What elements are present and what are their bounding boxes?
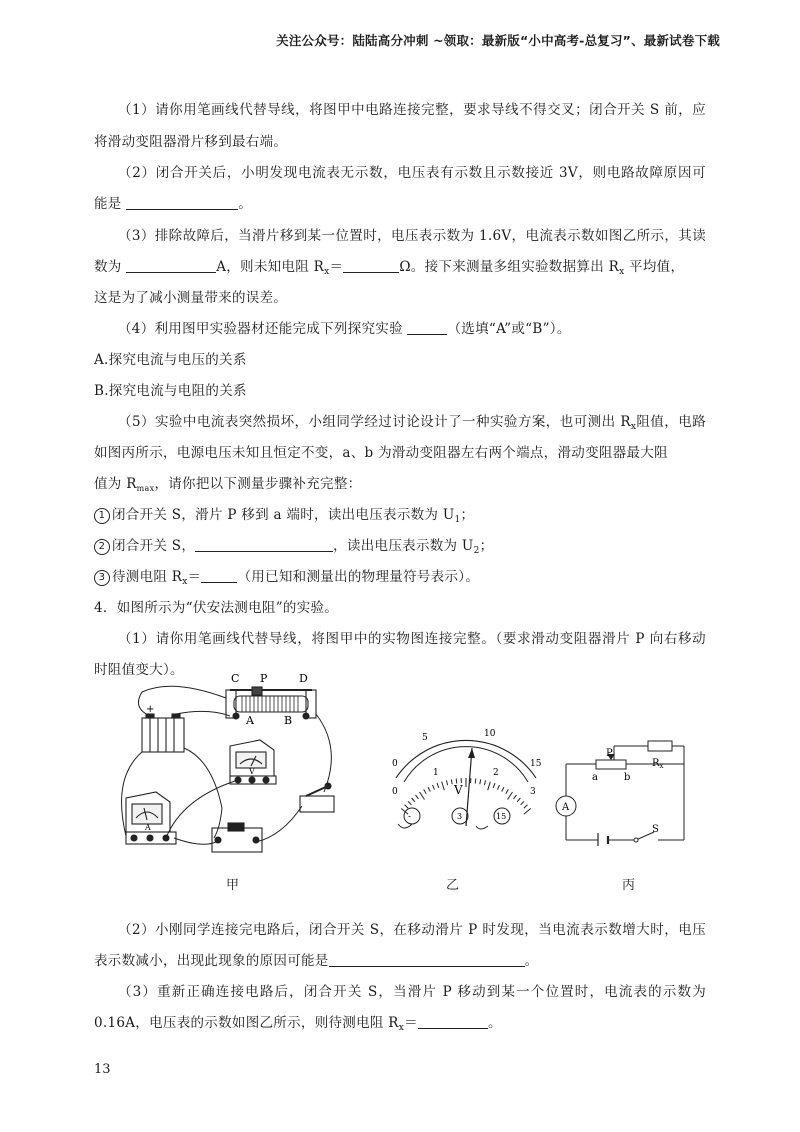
- q3-part1-line2: 将滑动变阻器滑片移到最右端。: [94, 134, 288, 150]
- label-p: P: [260, 672, 268, 685]
- dial-tick: [502, 787, 504, 791]
- dial-arc-outer: [396, 740, 536, 778]
- label-a: A: [246, 714, 254, 727]
- label-c: C: [231, 672, 240, 685]
- q4-part1-line1: （1）请你用笔画线代替导线，将图甲中的实物图连接完整。（要求滑动变阻器滑片 P 向右移动: [118, 631, 706, 647]
- rheostat[interactable]: [226, 687, 316, 719]
- dial-tick: [451, 779, 452, 784]
- dial-tick: [408, 801, 411, 805]
- dial-tick: [484, 780, 485, 785]
- q4-part1-line2: 时阻值变大）。: [94, 662, 184, 678]
- q3-part4-line1: （4）利用图甲实验器材还能完成下列探究实验 （选填“A”或“B”）。: [118, 321, 571, 337]
- figure-jia: [112, 668, 362, 868]
- label-b: b: [624, 772, 631, 783]
- battery-plus: +: [146, 704, 155, 715]
- dial-tick: [447, 780, 448, 785]
- dial-tick: [524, 805, 528, 808]
- q3-part3-line2: 数为 A，则未知电阻 $R_x= \Omega$。接下来测量多组实验数据算出 $R_x$ 平均值，: [94, 259, 685, 277]
- answer-blank[interactable]: [418, 1016, 488, 1029]
- q3-part2-line2: 能是 。: [94, 196, 253, 212]
- voltmeter-label: V: [249, 767, 255, 776]
- dial-tick: [493, 783, 495, 788]
- q3-part3-line3: 这是为了减小测量带来的误差。: [94, 290, 288, 306]
- q4-part3-line1: （3）重新正确连接电路后，闭合开关 S，当滑片 P 移动到某一个位置时，电流表的示数为: [118, 984, 706, 1000]
- caption-yi: 乙: [446, 878, 460, 893]
- dial-tick: [420, 792, 425, 800]
- ammeter-label: A: [145, 823, 151, 832]
- lower-tick-label: 3: [530, 787, 536, 797]
- rheostat-symbol: [596, 760, 626, 769]
- terminal-minus: -: [408, 812, 412, 822]
- lower-tick-label: 1: [433, 768, 439, 778]
- upper-tick-label: 15: [530, 759, 542, 769]
- answer-blank[interactable]: [343, 260, 399, 273]
- caption-jia: 甲: [226, 878, 240, 893]
- dial-tick: [442, 782, 445, 791]
- terminals: [398, 808, 510, 829]
- q3-option-b: B.探究电流与电阻的关系: [94, 383, 247, 399]
- answer-blank[interactable]: [126, 260, 216, 273]
- resistor[interactable]: [212, 823, 262, 852]
- q3-step2: 2 闭合开关 S， ，读出电压表示数为 $U_2$；: [94, 534, 493, 556]
- dial-tick: [514, 795, 517, 799]
- dial-tick: [488, 782, 491, 791]
- dial-tick: [517, 798, 520, 802]
- upper-tick-label: 0: [392, 759, 398, 769]
- dial-needle: [466, 748, 472, 826]
- label-p: P: [606, 748, 613, 759]
- dial-tick: [498, 785, 500, 790]
- dial-tick: [405, 805, 409, 808]
- q3-part5-line3: 值为 $R_{max}$，请你把以下测量步骤补充完整：: [94, 476, 362, 493]
- answer-blank[interactable]: [329, 954, 525, 967]
- figure-yi: [376, 720, 556, 836]
- terminal-3: 3: [457, 812, 463, 821]
- dial-tick: [412, 798, 415, 802]
- q3-part1-line1: （1）请你用笔画线代替导线，将图甲中电路连接完整，要求导线不得交叉；闭合开关 S 前，应: [118, 102, 706, 118]
- battery[interactable]: [142, 714, 184, 752]
- upper-tick-label: 5: [422, 733, 428, 743]
- step-number-circle: 3: [94, 570, 110, 586]
- label-a: a: [592, 772, 598, 783]
- switch[interactable]: [300, 783, 334, 812]
- answer-blank[interactable]: [407, 322, 447, 335]
- answer-blank[interactable]: [195, 539, 333, 552]
- resistor-rx: [648, 741, 672, 751]
- label-rx: $R_x$: [652, 758, 664, 770]
- q3-step1: 1 闭合开关 S，滑片 P 移到 a 端时，读出电压表示数为 $U_1$；: [94, 503, 474, 525]
- switch-pivot: [634, 838, 638, 842]
- dial-tick: [480, 779, 481, 784]
- q4-part2-line1: （2）小刚同学连接完电路后，闭合开关 S，在移动滑片 P 时发现，当电流表示数增大时，电压: [118, 922, 706, 938]
- dial-tick: [433, 785, 435, 790]
- label-b: B: [284, 714, 293, 727]
- needle-tip: [468, 748, 475, 758]
- q4-part2-line2: 表示数减小，出现此现象的原因可能是 。: [94, 953, 539, 969]
- dial-tick: [521, 801, 524, 805]
- dial-tick: [437, 783, 439, 788]
- figure-bing: [552, 734, 692, 846]
- step-number-circle: 2: [94, 539, 110, 555]
- q3-part3-line1: （3）排除故障后，当滑片移到某一位置时，电压表示数为 1.6V，电流表示数如图乙所示，其读: [118, 228, 706, 244]
- dial-tick: [524, 809, 531, 815]
- terminal-15: 15: [496, 812, 507, 821]
- dial-tick: [508, 792, 513, 800]
- q3-part5-line1: （5）实验中电流表突然损坏，小组同学经过讨论设计了一种实验方案，也可测出 $R_x$阻值，电路: [118, 414, 706, 432]
- lower-tick-label: 2: [493, 768, 499, 778]
- dial-ticks: [401, 778, 530, 814]
- dial-tick: [416, 795, 419, 799]
- caption-bing: 丙: [622, 878, 636, 893]
- q4-part3-line2: 0.16A，电压表的示数如图乙所示，则待测电阻 $R_x=$ 。: [94, 1015, 502, 1033]
- page-number: 13: [94, 1062, 111, 1077]
- q3-option-a: A.探究电流与电压的关系: [94, 352, 247, 368]
- ammeter[interactable]: [126, 792, 176, 844]
- unit-label: V: [454, 783, 463, 797]
- upper-tick-label: 10: [484, 729, 496, 739]
- switch-label: S: [652, 824, 659, 835]
- ammeter-label: A: [562, 802, 570, 813]
- dial-tick: [428, 787, 430, 791]
- answer-blank[interactable]: [201, 570, 237, 583]
- label-d: D: [299, 672, 308, 685]
- dial-tick: [424, 789, 427, 793]
- step-number-circle: 1: [94, 508, 110, 524]
- page-header: 关注公众号：陆陆高分冲刺 ~领取：最新版“小中高考-总复习”、最新试卷下载: [276, 33, 720, 48]
- q3-part2-line1: （2）闭合开关后，小明发现电流表无示数，电压表有示数且示数接近 3V，则电路故障原因可: [118, 165, 706, 181]
- dial-tick: [475, 779, 476, 784]
- q4-title: 4．如图所示为“伏安法测电阻”的实验。: [94, 600, 339, 616]
- q3-part5-line2: 如图丙所示，电源电压未知且恒定不变，a、b 为滑动变阻器左右两个端点，滑动变阻器最大阻: [94, 445, 668, 461]
- answer-blank[interactable]: [126, 197, 238, 210]
- dial-tick: [506, 789, 509, 793]
- lower-tick-label: 0: [392, 787, 398, 797]
- q3-step3: 3 待测电阻 $R_x=$ （用已知和测量出的物理量符号表示）。: [94, 565, 479, 587]
- voltmeter[interactable]: [230, 740, 276, 784]
